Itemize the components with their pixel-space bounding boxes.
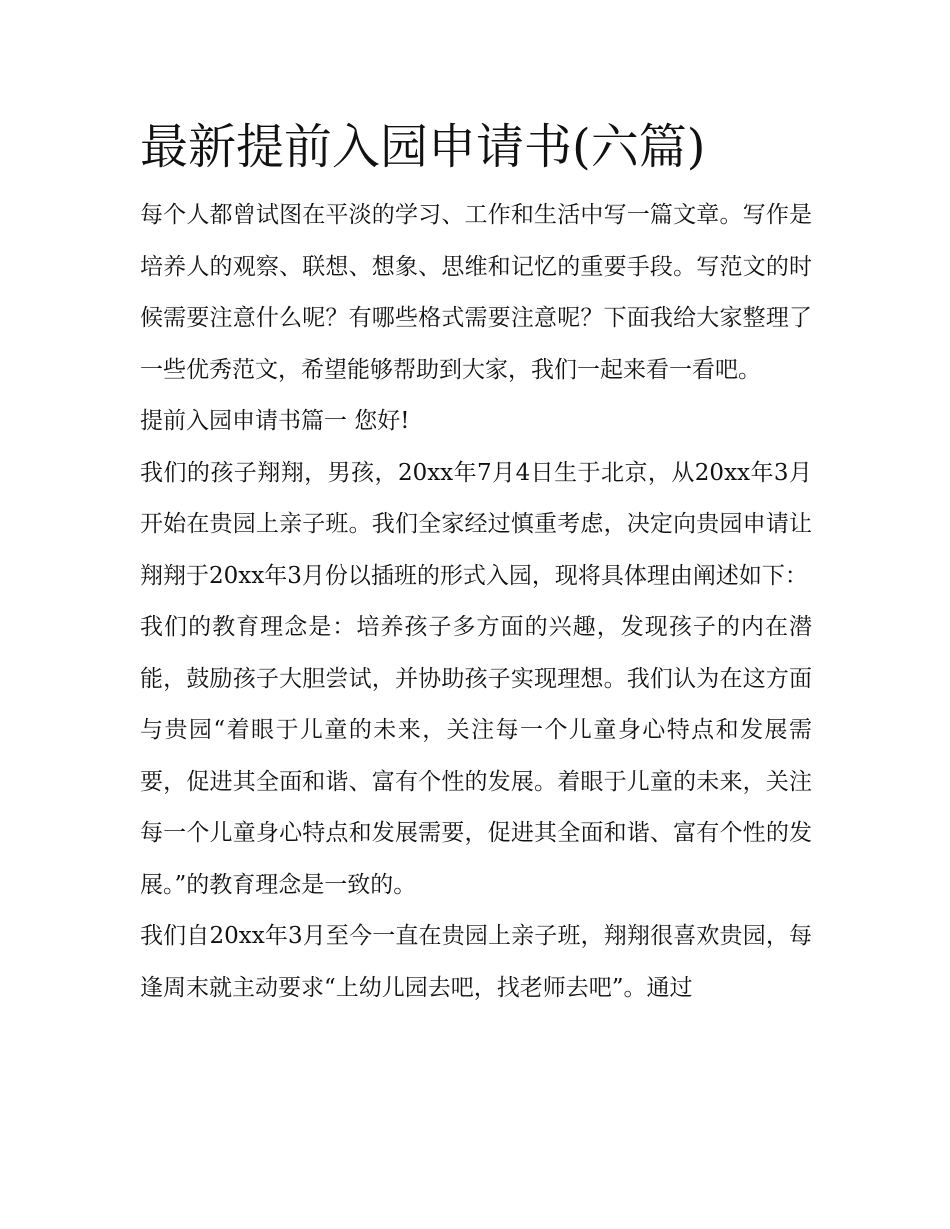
document-page (140, 112, 812, 1014)
intro-paragraph: 每个人都曾试图在平淡的学习、工作和生活中写一篇文章。写作是培养人的观察、联想、想象、思维和记忆的重要手段。写范文的时候需要注意什么呢？有哪些格式需要注意呢？下面我给大家整理了一些优秀范文，希望能够帮助到大家，我们一起来看一看吧。 (140, 202, 812, 383)
section-heading-paragraph: 提前入园申请书篇一 您好! (140, 408, 410, 434)
parent-class-paragraph: 我们自20xx年3月至今一直在贵园上亲子班，翔翔很喜欢贵园，每逢周末就主动要求“上幼儿园去吧，找老师去吧”。通过 (140, 923, 812, 1001)
child-info-paragraph: 我们的孩子翔翔，男孩，20xx年7月4日生于北京，从20xx年3月开始在贵园上亲子班。我们全家经过慎重考虑，决定向贵园申请让翔翔于20xx年3月份以插班的形式入园，现将具体理由阐述如下： (140, 459, 812, 589)
education-philosophy-paragraph: 我们的教育理念是：培养孩子多方面的兴趣，发现孩子的内在潜能，鼓励孩子大胆尝试，并协助孩子实现理想。我们认为在这方面与贵园“着眼于儿童的未来，关注每一个儿童身心特点和发展需要，促进其全面和谐、富有个性的发展。着眼于儿童的未来，关注每一个儿童身心特点和发展需要，促进其全面和谐、富有个性的发展。”的教育理念是一致的。 (140, 614, 812, 898)
document-title: 最新提前入园申请书(六篇) (140, 119, 706, 175)
